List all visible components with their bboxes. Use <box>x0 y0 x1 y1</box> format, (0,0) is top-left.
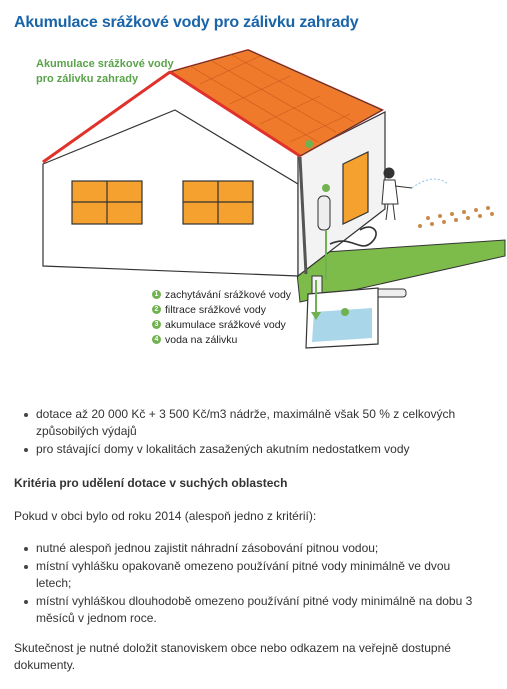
list-item: pro stávající domy v lokalitách zasažených akutním nedostatkem vody <box>20 441 490 458</box>
legend-label: voda na zálivku <box>165 333 238 346</box>
legend-number: 3 <box>152 320 161 329</box>
caption-line: pro zálivku zahrady <box>36 73 139 85</box>
list-item: dotace až 20 000 Kč + 3 500 Kč/m3 nádrže, maximálně však 50 % z celkových způsobilých výdajů <box>20 406 490 440</box>
window-left <box>72 181 142 224</box>
legend-label: filtrace srážkové vody <box>165 303 266 316</box>
legend-number: 4 <box>152 335 161 344</box>
illustration-legend <box>152 287 291 347</box>
caption-line: Akumulace srážkové vody <box>36 58 174 70</box>
list-item: místní vyhláškou dlouhodobě omezeno používání pitné vody minimálně na dobu 3 měsíců v jednom roce. <box>20 593 480 627</box>
illustration-caption <box>36 57 174 87</box>
criteria-heading: Kritéria pro udělení dotace v suchých oblastech <box>14 476 288 490</box>
legend-item <box>152 287 291 302</box>
person-watering <box>382 168 412 220</box>
legend-item <box>152 317 291 332</box>
legend-label: akumulace srážkové vody <box>165 318 286 331</box>
vegetable-beds <box>418 206 494 228</box>
door <box>343 152 368 224</box>
legend-item <box>152 332 291 347</box>
list-item: místní vyhlášku opakovaně omezeno používání pitné vody minimálně ve dvou letech; <box>20 558 480 592</box>
legend-item <box>152 302 291 317</box>
list-item: nutné alespoň jednou zajistit náhradní zásobování pitnou vodou; <box>20 540 480 557</box>
tank-lid <box>374 289 406 297</box>
criteria-list <box>20 540 480 628</box>
legend-label: zachytávání srážkové vody <box>165 288 292 301</box>
window-right <box>183 181 253 224</box>
legend-number: 1 <box>152 290 161 299</box>
criteria-intro: Pokud v obci bylo od roku 2014 (alespoň jedno z kritérií): <box>14 509 317 523</box>
closing-note: Skutečnost je nutné doložit stanoviskem obce nebo odkazem na veřejně dostupné dokumenty. <box>14 641 451 672</box>
filter-unit <box>318 196 330 230</box>
page-title: Akumulace srážkové vody pro zálivku zahrady <box>14 14 359 31</box>
subsidy-list <box>20 406 490 459</box>
legend-number: 2 <box>152 305 161 314</box>
